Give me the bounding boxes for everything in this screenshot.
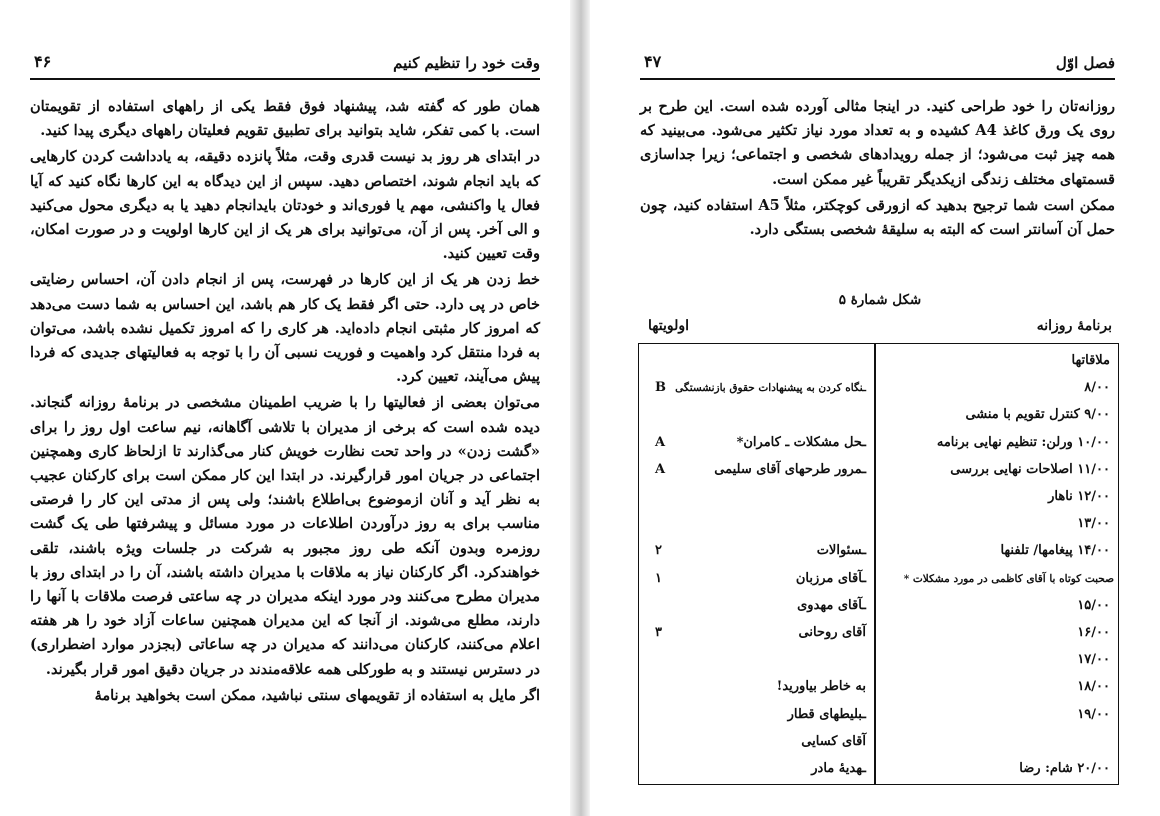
page-number: ۴۷ — [644, 52, 662, 71]
schedule-row — [639, 594, 1118, 620]
schedule-time: ۱۰/۰۰ ورلن: تنظیم نهایی برنامه — [936, 434, 1110, 450]
schedule-task: آقای روحانی — [798, 625, 866, 640]
schedule-task: ـمرور طرحهای آقای سلیمی — [714, 461, 866, 477]
running-title: وقت خود را تنظیم کنیم — [393, 54, 540, 72]
schedule-task: ـآقای مهدوی — [797, 597, 866, 613]
schedule-row — [639, 403, 1118, 429]
paragraph: ممکن است شما ترجیح بدهید که ازورقی کوچکتر، مثلاً A5 استفاده کنید، چون حمل آن آسانتر است که البته به سلیقهٔ شخصی بستگی دارد. — [640, 196, 1115, 239]
schedule-row — [639, 376, 1118, 402]
schedule-priority: ۳ — [655, 625, 662, 640]
schedule-time: ۱۷/۰۰ — [1077, 652, 1110, 668]
schedule-row — [639, 485, 1118, 511]
paragraph: می‌توان بعضی از فعالیتها را با ضریب اطمینان مشخصی در برنامهٔ روزانه گنجاند. دیده شده است که برخی از مدیران با تلاشی آگاهانه، نیم ساعت اول روز را برای «گشت زدن» در واحد تحت نظارت خویش کنار می‌گذارند تا ازلحاظ کاری وهمچنین اجتماعی در جریان امور قرارگیرند. در ابتدا این کار ممکن است برای کارکنان عجیب به نظر آید و آنان ازموضوع بی‌اطلاع باشند؛ ولی پس از مدتی این کار را فرصتی مناسب برای به روز درآوردن اطلاعات در مورد مسائل و پیشرفتها طی یک گشت روزمره وبدون آنکه طی روز مجبور به شرکت در جلسات ویژه باشند، تلقی خواهندکرد. اگر کارکنان نیاز به ملاقات با مدیران داشته باشند، آن را در ابتدای روز با مدیران مطرح می‌کنند ودر مورد اینکه مدیران در چه ساعتی فرصت ملاقات با آنها را دارند، مطلع می‌شوند. از آنجا که این مدیران همچنین ساعات آزاد خود را هر هفته اعلام می‌کنند، کارکنان می‌دانند که مدیران در چه ساعاتی (بجزدر موارد اضطراری) در دسترس نیستند و به طورکلی همه علاقه‌مندند در جریان دقیق امور قرار بگیرند. — [30, 394, 540, 678]
schedule-priority: A — [655, 461, 666, 477]
right-page-body — [640, 95, 1115, 244]
left-page-body — [30, 95, 540, 710]
paragraph: در ابتدای هر روز بد نیست قدری وقت، مثلاً پانزده دقیقه، به یادداشت کردن کارهایی که باید انجام شوند، اختصاص دهید. سپس از این دیدگاه به این کارها نگاه کنید که آیا فعال یا واکنشی، مهم یا فوری‌اند و خودتان بایدانجام دهید یا به دیگری محول می‌کنید و الی آخر. پس از آن، می‌توانید برای هر یک از این کارها اولویت و در صورت امکان، وقت تعیین کنید. — [30, 148, 540, 263]
schedule-row — [639, 730, 1118, 756]
schedule-time: ۱۵/۰۰ — [1077, 597, 1110, 613]
schedule-time: ۸/۰۰ — [1084, 380, 1110, 396]
schedule-row — [639, 539, 1118, 565]
schedule-time: ۱۲/۰۰ ناهار — [1048, 489, 1110, 504]
paragraph: خط زدن هر یک از این کارها در فهرست، پس از انجام دادن آن، احساس رضایتی خاص در پی دارد. حتی اگر فقط یک کار هم باشد، این احساس به شما دست می‌دهد که امروز کار مثبتی انجام داده‌اید. هر کاری را که امروز تکمیل نشده باشد، می‌توان به فردا منتقل کرد واهمیت و فوریت نسبی آن را با توجه به فعالیتهای جدیدی که فردا پیش می‌آیند، تعیین کرد. — [30, 271, 540, 386]
left-page — [0, 0, 570, 816]
schedule-task: ـبلیطهای قطار — [787, 706, 866, 722]
schedule-time: ۱۴/۰۰ پیغامها/ تلفنها — [1000, 543, 1110, 559]
schedule-row — [639, 675, 1118, 701]
paragraph: همان طور که گفته شد، پیشنهاد فوق فقط یکی از راههای استفاده از تقویمتان است. با کمی تفکر، شاید بتوانید برای تطبیق تقویم فعلیتان راههای دیگری پیدا کنید. — [30, 98, 540, 140]
schedule-row — [639, 567, 1118, 593]
schedule-priority: A — [655, 434, 666, 450]
daily-schedule-table — [638, 343, 1119, 785]
schedule-time: صحبت کوتاه با آقای کاظمی در مورد مشکلات * — [903, 572, 1114, 585]
figure-title: شکل شمارهٔ ۵ — [838, 292, 922, 308]
left-page-header — [30, 52, 540, 80]
schedule-row — [639, 349, 1118, 375]
schedule-task: ـآقای مرزبان — [795, 570, 866, 586]
right-page-header — [640, 52, 1115, 80]
paragraph: اگر مایل به استفاده از تقویمهای سنتی نباشید، ممکن است بخواهید برنامهٔ — [94, 686, 540, 704]
schedule-row — [639, 512, 1118, 538]
schedule-task: ـسئوالات — [816, 543, 866, 559]
schedule-priority: B — [655, 380, 666, 396]
schedule-time: ملاقاتها — [1071, 353, 1110, 368]
page-number: ۴۶ — [34, 52, 52, 71]
schedule-task: ـحل مشکلات ـ کامران* — [736, 434, 866, 450]
paragraph: روزانه‌تان را خود طراحی کنید. در اینجا مثالی آورده شده است. این طرح بر روی یک ورق کاغذ A4 کشیده و به تعداد مورد نیاز تکثیر می‌شود. می‌بینید که همه چیز ثبت می‌شود؛ از جمله رویدادهای شخصی و اجتماعی؛ زیرا جداسازی قسمتهای مختلف زندگی ازیکدیگر تقریباً غیر ممکن است. — [640, 98, 1115, 188]
schedule-time: ۱۸/۰۰ — [1077, 679, 1110, 695]
schedule-task: ـنگاه کردن به پیشنهادات حقوق بازنشستگی — [675, 382, 866, 395]
book-gutter — [570, 0, 590, 816]
schedule-time: ۱۱/۰۰ اصلاحات نهایی بررسی — [950, 461, 1110, 477]
running-title: فصل اوّل — [1055, 54, 1115, 72]
schedule-task: ـهدیهٔ مادر — [811, 761, 866, 776]
schedule-row — [639, 621, 1118, 647]
priorities-heading: اولویتها — [648, 318, 689, 334]
schedule-time: ۱۶/۰۰ — [1077, 625, 1110, 640]
schedule-time: ۹/۰۰ کنترل تقویم با منشی — [965, 407, 1110, 423]
schedule-task: به خاطر بیاورید! — [776, 679, 866, 695]
schedule-row — [639, 458, 1118, 484]
schedule-priority: ۱ — [655, 570, 662, 586]
schedule-row — [639, 757, 1118, 783]
schedule-priority: ۲ — [655, 543, 662, 559]
schedule-task: آقای کسایی — [801, 733, 866, 749]
schedule-row — [639, 703, 1118, 729]
daily-schedule-heading: برنامهٔ روزانه — [1036, 318, 1112, 334]
schedule-row — [639, 648, 1118, 674]
schedule-time: ۱۳/۰۰ — [1077, 516, 1110, 532]
right-page — [590, 0, 1160, 816]
schedule-row — [639, 431, 1118, 457]
schedule-time: ۲۰/۰۰ شام: رضا — [1019, 761, 1110, 776]
schedule-time: ۱۹/۰۰ — [1077, 706, 1110, 722]
